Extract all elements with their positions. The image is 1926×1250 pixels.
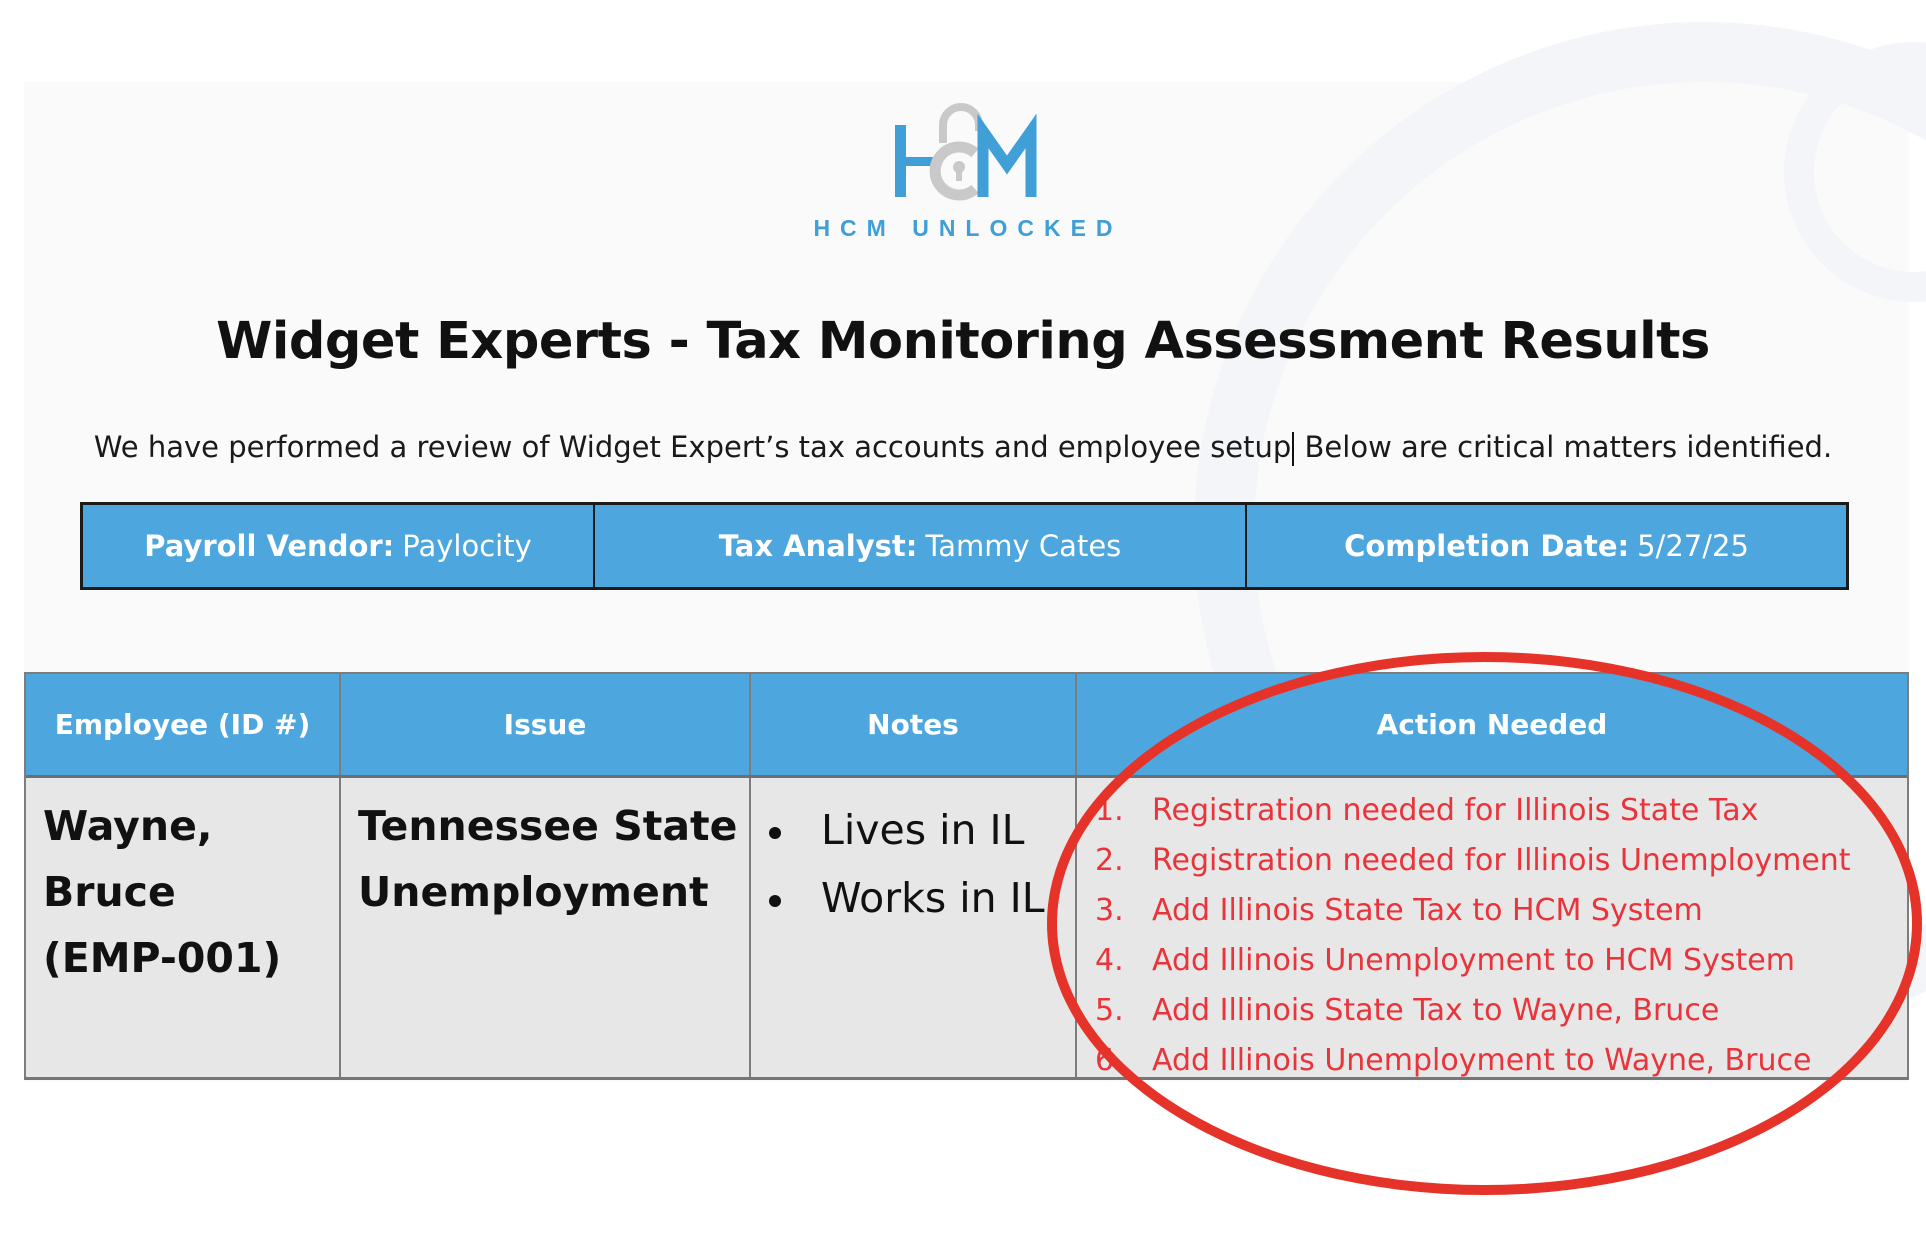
table-header-row [26, 674, 1907, 775]
action-list [1077, 778, 1907, 1086]
tax-analyst-cell [593, 505, 1245, 587]
action-number: 1. [1095, 793, 1124, 828]
action-text: Registration needed for Illinois Unemployment [1152, 843, 1851, 878]
action-number: 2. [1095, 843, 1124, 878]
action-number: 5. [1095, 993, 1124, 1028]
header-employee: Employee (ID #) [54, 708, 311, 741]
issue-line-1: Tennessee State [358, 802, 738, 850]
header-notes: Notes [749, 674, 1075, 775]
payroll-vendor-label: Payroll Vendor: [144, 529, 395, 563]
action-text: Add Illinois State Tax to HCM System [1152, 893, 1703, 928]
employee-first-name: Bruce [43, 868, 176, 916]
list-item [769, 864, 1075, 932]
hcm-logo-icon [883, 95, 1043, 205]
note-text: Works in IL [821, 874, 1045, 922]
list-item [1095, 936, 1907, 986]
notes-list [751, 778, 1075, 932]
list-item [1095, 886, 1907, 936]
issue-line-2: Unemployment [358, 868, 709, 916]
bullet-icon [769, 827, 781, 839]
employee-id: (EMP-001) [43, 934, 282, 982]
text-cursor [1292, 432, 1294, 466]
employee-cell [26, 778, 339, 1077]
bullet-icon [769, 895, 781, 907]
action-number: 6. [1095, 1043, 1124, 1078]
note-text: Lives in IL [821, 806, 1025, 854]
completion-date-cell [1245, 505, 1846, 587]
payroll-vendor-cell [83, 505, 593, 587]
header-action-needed: Action Needed [1075, 674, 1907, 775]
page-title: Widget Experts - Tax Monitoring Assessment Results [216, 312, 1710, 371]
action-needed-cell [1075, 778, 1907, 1077]
intro-text-start: We have performed a review of Widget Expert’s tax accounts and employee setup [93, 430, 1292, 464]
notes-cell [749, 778, 1075, 1077]
action-text: Add Illinois Unemployment to Wayne, Bruce [1152, 1043, 1812, 1078]
intro-paragraph [0, 430, 1926, 466]
completion-date-value: 5/27/25 [1637, 529, 1749, 563]
payroll-vendor-value: Paylocity [402, 529, 532, 563]
list-item [1095, 1036, 1907, 1086]
list-item [769, 796, 1075, 864]
action-text: Registration needed for Illinois State Tax [1152, 793, 1759, 828]
action-number: 3. [1095, 893, 1124, 928]
issue-cell [339, 778, 749, 1077]
assessment-table [24, 672, 1909, 1080]
action-text: Add Illinois Unemployment to HCM System [1152, 943, 1795, 978]
list-item [1095, 836, 1907, 886]
list-item [1095, 786, 1907, 836]
company-logo [0, 95, 1926, 242]
action-number: 4. [1095, 943, 1124, 978]
tax-analyst-label: Tax Analyst: [718, 529, 918, 563]
summary-info-table [80, 502, 1849, 590]
employee-last-name: Wayne, [43, 802, 213, 850]
tax-analyst-value: Tammy Cates [925, 529, 1122, 563]
completion-date-label: Completion Date: [1344, 529, 1630, 563]
table-row [26, 775, 1907, 1077]
action-text: Add Illinois State Tax to Wayne, Bruce [1152, 993, 1720, 1028]
intro-text-end: Below are critical matters identified. [1295, 430, 1833, 464]
list-item [1095, 986, 1907, 1036]
header-issue: Issue [339, 674, 749, 775]
logo-wordmark: HCM UNLOCKED [813, 215, 1123, 241]
